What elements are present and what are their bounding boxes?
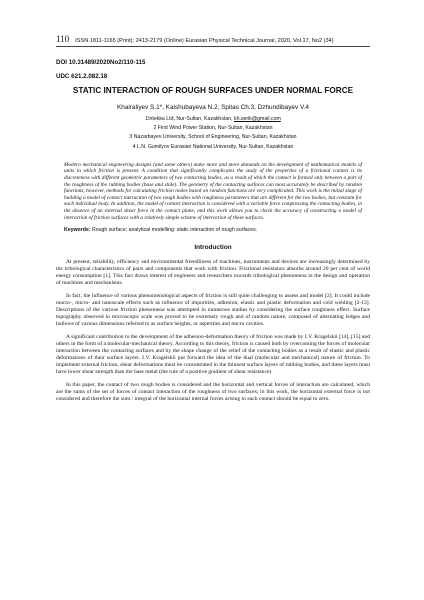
affiliations <box>56 115 370 152</box>
affiliation-1: 1Intekka Ltd, Nur-Sultan, Kazakhstan, kh.serik@gmail.com <box>145 116 281 122</box>
udc: UDC 621.2.082.18 <box>56 73 108 80</box>
keywords-text: Rough surface; analytical modelling: static interaction of rough surfaces. <box>90 227 258 234</box>
body-paragraph-4: In this paper, the contact of two rough bodies is considered and the horizontal and vertical forces of interaction are calculated, which are the sums of the set of forces of contact interaction of the roughness of two surfaces; in this work, the horizontal external force is not considered and therefore the sum / integral of the horizontal internal forces arising in each contact should be equal to zero. <box>56 382 370 403</box>
journal-citation: ISSN 1811-1165 (Print); 2413-2179 (Online) Eurasian Physical Technical Journal, 2020, Vol.17, No2 (34) <box>75 38 334 44</box>
header-rule <box>56 46 370 47</box>
author-list: Khairaliyev S.1*, Kaishubayeva N.2, Spitas Ch.3, Dzhundibayev V.4 <box>117 104 309 111</box>
body-paragraph-3: A significant contribution to the development of the adhesion-deformation theory of friction was made by I.V. Kragelskii [14], [15] and others in the form of a molecular-mechanical theory. According to this theory, friction is caused both by overcoming the forces of molecular interaction between the contacting surfaces and by the shape change of the relief of the contacting bodies as a result of elastic and plastic deformations of their surface layers. I.V. Kragelskii put forward the idea of the dual (molecular and mechanical) nature of friction. To implement external friction, shear deformations must be concentrated in the thinnest surface layers of rubbing bodies, and these layers must have lower shear strength than the base metal (the rule of a positive gradient of shear resistance). <box>56 334 370 376</box>
section-heading: Introduction <box>194 244 232 252</box>
body-paragraph-2: In fact, the influence of various phenomenological aspects of friction is still quite challenging to assess and model [2]. It could include macro-, micro- and nanoscale effects such as influence of impurities, adhesion, elastic and plastic deformation and cold welding [2-13]. Descriptions of the various friction phenomena was attempted in numerous studies by considering the surface roughness effect. Surface topography observed in microscopic scale was proved to be extremely rough and of random nature, composed of alternating ledges and hollows of various dimensions referred to as surface heights, or asperities and micro cavities. <box>56 293 370 328</box>
keywords <box>56 227 370 233</box>
doi: DOI 10.31489/2020No2/110-115 <box>56 59 146 66</box>
page-number: 110 <box>56 34 70 44</box>
affiliation-3: 3 Nazarbayev University, School of Engineering, Nur-Sultan, Kazakhstan <box>129 134 297 141</box>
keywords-label: Keywords: <box>64 227 91 234</box>
affiliation-2: 2 First Wind Power Station, Nur-Sultan, Kazakhstan <box>153 125 273 132</box>
affiliation-4: 4 L.N. Gumilyov Eurasian National University, Nur-Sultan, Kazakhstan <box>132 143 294 150</box>
abstract: Modern mechanical engineering designs (and some others) make more and more demands on the development of mathematical models of units in which friction is present. A condition that significantly complicates the study of the properties of a frictional contact is its discreteness with different geometric parameters of two contacting bodies, as a result of which the contact is formed only between a part of the roughness of the rubbing bodies (base and slide). The geometry of the contacting surfaces can most accurately be described by random functions, however, methods for calculating friction nodes based on random functions are very complicated. This work is the initial stage of building a model of contact interaction of two rough bodies with roughness parameters that are different for the two bodies, but constant for each individual body. In addition, the model of contact interaction is considered with a variable force compressing the contacting bodies, in the absence of an external shear force in the contact plane, and this work allows you to check the accuracy of constructing a model of interaction of friction surfaces with a relatively simple scheme of interaction of these surfaces. <box>64 161 362 221</box>
body-paragraph-1: At present, reliability, efficiency and environmental friendliness of machines, instruments and devices are increasingly determined by the tribological characteristics of pairs and components that work with friction. Frictional resistance absorbs around 20 per cent of world energy consumption [1]. This fact draws interest of engineers and researchers towards tribological phenomena in the design and operation of machines and mechanisms. <box>56 259 370 287</box>
paper-title: STATIC INTERACTION OF ROUGH SURFACES UNDER NORMAL FORCE <box>72 86 354 95</box>
email-link[interactable]: kh.serik@gmail.com <box>234 116 281 122</box>
running-header <box>56 36 370 45</box>
